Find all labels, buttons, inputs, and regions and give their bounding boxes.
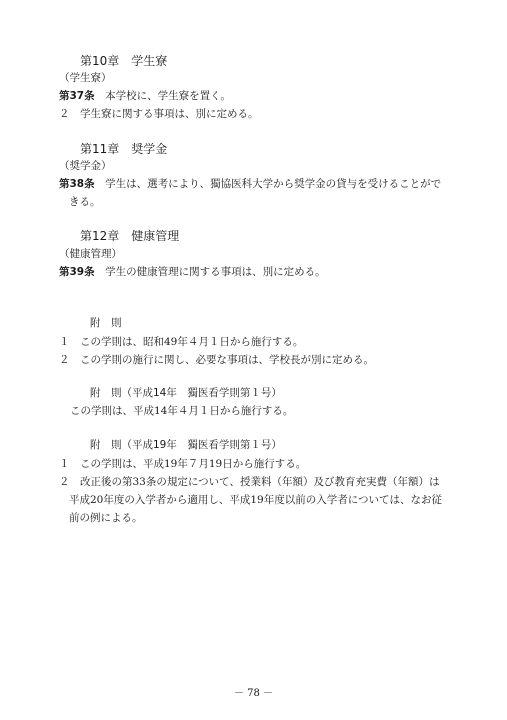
article-38 (59, 178, 441, 191)
supplementary-3-item-1: １ この学則は、平成19年７月19日から施行する。 (59, 458, 307, 470)
supplementary-3-item-2-line-2: 平成20年度の入学者から適用し、平成19年度以前の入学者については、なお従 (69, 494, 443, 506)
supplementary-provisions-2-title: 附 則（平成14年 獨医看学則第１号） (90, 387, 282, 399)
chapter-10-caption: （学生寮） (59, 72, 112, 84)
supplementary-3-item-2-line-1: ２ 改正後の第33条の規定について、授業料（年額）及び教育充実費（年額）は (59, 476, 440, 488)
article-38-text: 学生は、選考により、獨協医科大学から奨学金の貸与を受けることがで (94, 178, 442, 190)
supplementary-provisions-3-title: 附 則（平成19年 獨医看学則第１号） (90, 439, 282, 451)
article-37 (59, 90, 231, 103)
supplementary-1-item-1: １ この学則は、昭和49年４月１日から施行する。 (59, 336, 304, 348)
chapter-12-caption: （健康管理） (59, 248, 122, 260)
chapter-10-title: 第10章 学生寮 (80, 54, 168, 68)
article-39-number: 第39条 (59, 266, 95, 278)
supplementary-3-item-2-line-3: 前の例による。 (69, 512, 143, 524)
supplementary-1-item-2: ２ この学則の施行に関し、必要な事項は、学校長が別に定める。 (59, 354, 374, 366)
article-39-text: 学生の健康管理に関する事項は、別に定める。 (94, 266, 326, 278)
article-37-number: 第37条 (59, 90, 95, 102)
supplementary-2-text: この学則は、平成14年４月１日から施行する。 (70, 405, 294, 417)
supplementary-provisions-1-title: 附 則 (90, 317, 122, 329)
page-number: － 78 － (233, 688, 274, 699)
chapter-11-caption: （奨学金） (59, 160, 112, 172)
article-37-item-2: ２ 学生寮に関する事項は、別に定める。 (59, 108, 259, 120)
chapter-11-title: 第11章 奨学金 (80, 142, 168, 156)
article-38-number: 第38条 (59, 178, 95, 190)
article-38-continuation: きる。 (69, 196, 101, 208)
chapter-12-title: 第12章 健康管理 (80, 229, 180, 243)
article-37-text: 本学校に、学生寮を置く。 (94, 90, 231, 102)
article-39 (59, 266, 326, 279)
